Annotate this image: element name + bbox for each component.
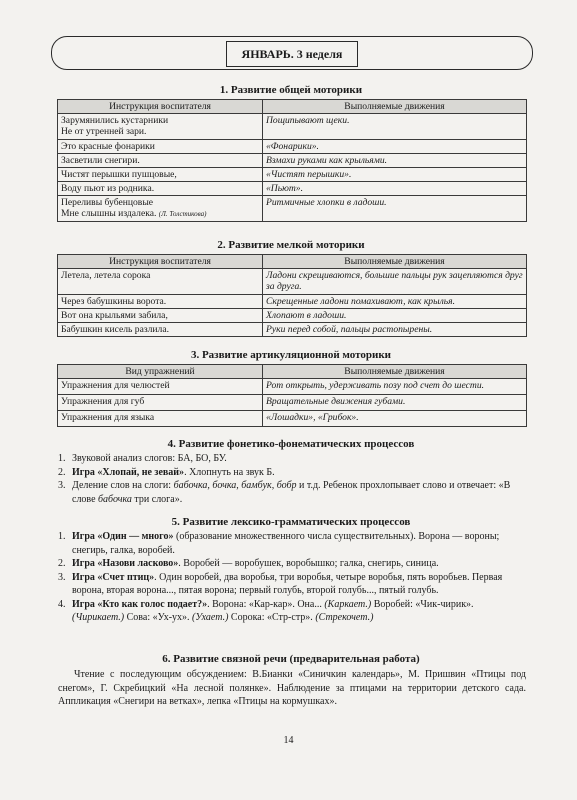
list-item — [58, 479, 526, 506]
section-6-title: 6. Развитие связной речи (предварительная работа) — [162, 653, 420, 665]
list-item — [58, 571, 526, 598]
table-row — [58, 114, 527, 140]
answer-text: (Чирикает.) — [72, 612, 125, 623]
table-row — [58, 295, 527, 309]
movement-cell: «Пьют». — [263, 182, 527, 196]
item-text: Воробей: «Чик-чирик». — [371, 598, 474, 610]
answer-text: (Ухает.) — [192, 612, 229, 623]
item-number: 4. — [58, 598, 66, 610]
item-number: 2. — [58, 466, 66, 478]
list-item — [58, 557, 526, 571]
game-name: Игра «Счет птиц» — [72, 571, 155, 583]
section-3-title: 3. Развитие артикуляционной моторики — [190, 349, 392, 361]
table-row — [58, 411, 527, 427]
movement-cell: «Чистят перышки». — [263, 168, 527, 182]
instruction-cell: Засветили снегири. — [58, 154, 263, 168]
page-number: 14 — [283, 735, 294, 746]
exercise-cell: Упражнения для языка — [58, 411, 263, 427]
item-number: 3. — [58, 571, 66, 583]
table-row — [58, 323, 527, 337]
movement-cell: Ритмичные хлопки в ладоши. — [263, 196, 527, 222]
section-1-title: 1. Развитие общей моторики — [219, 84, 363, 96]
table-row — [58, 154, 527, 168]
table-row — [58, 395, 527, 411]
item-text: Звуковой анализ слогов: БА, БО, БУ. — [72, 453, 227, 464]
section-2-title: 2. Развитие мелкой моторики — [217, 239, 365, 251]
movement-cell: «Лошадки», «Грибок». — [263, 411, 527, 427]
instruction-cell: Зарумянились кустарники Не от утренней зари. — [58, 114, 263, 140]
example-words: бабочка, бочка, бамбук, бобр — [173, 480, 297, 491]
table-row — [58, 182, 527, 196]
movement-cell: Скрещенные ладони помахивают, как крылья. — [263, 295, 527, 309]
item-text: . Ворона: «Кар-кар». Она... — [207, 598, 325, 610]
author-note: (Л. Толстикова) — [158, 210, 207, 218]
section-1-table — [57, 99, 527, 222]
table-row — [58, 269, 527, 295]
item-text: (образование множественного числа существительных). Ворона — вороны; снегирь, галка, воробей. — [72, 531, 500, 556]
list-item — [58, 598, 526, 625]
instruction-cell: Воду пьют из родника. — [58, 182, 263, 196]
movement-cell: Руки перед собой, пальцы растопырены. — [263, 323, 527, 337]
table-row — [58, 196, 527, 222]
list-item — [58, 452, 526, 466]
instruction-cell: Чистят перышки пушцовые, — [58, 168, 263, 182]
col-header-movements: Выполняемые движения — [263, 100, 527, 114]
instruction-text: Переливы бубенцовые Мне слышны издалека. — [61, 197, 157, 219]
section-4-title: 4. Развитие фонетико-фонематических процессов — [167, 438, 415, 450]
instruction-cell: Это красные фонарики — [58, 140, 263, 154]
section-2-table — [57, 254, 527, 337]
exercise-cell: Упражнения для губ — [58, 395, 263, 411]
list-item — [58, 530, 526, 557]
game-name: Игра «Хлопай, не зевай» — [72, 466, 185, 478]
answer-text: (Каркает.) — [324, 598, 372, 610]
answer-text: (Стрекочет.) — [315, 612, 374, 623]
example-word: бабочка — [98, 493, 132, 505]
item-text: . Один воробей, два воробья, три воробья, четыре воробья, пять воробьев. Первая ворона, вторая ворона..., пятая ворона; первый голубь, второй голубь..., пятый голубь. — [72, 571, 503, 596]
item-text: Сорока: «Стр-стр». — [228, 612, 316, 623]
movement-cell: «Фонарики». — [263, 140, 527, 154]
list-item — [58, 466, 526, 480]
instruction-cell: Вот она крыльями забила, — [58, 309, 263, 323]
instruction-cell: Летела, летела сорока — [58, 269, 263, 295]
section-6-text: Чтение с последующим обсуждением: В.Бианки «Синичкин календарь», М. Пришвин «Птицы под снегом», Г. Скребицкий «На лесной полянке». Наблюдение за птицами на территории детского сада. Аппликация «Снегири на ветках», лепка «Птицы на кормушках». — [58, 669, 526, 707]
item-text: . Воробей — воробушек, воробышко; галка, снегирь, синица. — [178, 558, 439, 569]
game-name: Игра «Назови ласково» — [72, 558, 179, 569]
item-number: 1. — [58, 531, 66, 542]
section-3-table — [57, 364, 527, 427]
week-title: ЯНВАРЬ. 3 неделя — [226, 41, 358, 67]
game-name: Игра «Один — много» — [72, 531, 174, 542]
table-row — [58, 309, 527, 323]
section-5-list — [58, 530, 526, 625]
movement-cell: Рот открыть, удерживать позу под счет до шести. — [263, 379, 527, 395]
col-header-movements: Выполняемые движения — [263, 255, 527, 269]
item-text: Сова: «Ух-ух». — [124, 612, 193, 623]
item-number: 2. — [58, 558, 66, 569]
movement-cell: Взмахи руками как крыльями. — [263, 154, 527, 168]
item-number: 1. — [58, 453, 66, 464]
item-text: три слога». — [131, 493, 183, 505]
table-row — [58, 140, 527, 154]
item-text: и т.д. Ребенок прохлопывает слово и отвечает: «В слове — [72, 480, 511, 505]
table-row — [58, 379, 527, 395]
item-text: . Хлопнуть на звук Б. — [184, 466, 275, 478]
section-5-title: 5. Развитие лексико-грамматических процессов — [171, 516, 411, 528]
col-header-movements: Выполняемые движения — [263, 365, 527, 379]
instruction-cell: Бабушкин кисель разлила. — [58, 323, 263, 337]
col-header-exercise-type: Вид упражнений — [58, 365, 263, 379]
table-row — [58, 168, 527, 182]
instruction-cell: Через бабушкины ворота. — [58, 295, 263, 309]
col-header-instruction: Инструкция воспитателя — [58, 255, 263, 269]
col-header-instruction: Инструкция воспитателя — [58, 100, 263, 114]
movement-cell: Хлопают в ладоши. — [263, 309, 527, 323]
instruction-cell — [58, 196, 263, 222]
item-text: Деление слов на слоги: — [72, 480, 174, 491]
movement-cell: Пощипывают щеки. — [263, 114, 527, 140]
game-name: Игра «Кто как голос подает?» — [72, 598, 208, 610]
movement-cell: Вращательные движения губами. — [263, 395, 527, 411]
section-4-list — [58, 452, 526, 506]
movement-cell: Ладони скрещиваются, большие пальцы рук зацепляются друг за друга. — [263, 269, 527, 295]
item-number: 3. — [58, 480, 66, 491]
exercise-cell: Упражнения для челюстей — [58, 379, 263, 395]
